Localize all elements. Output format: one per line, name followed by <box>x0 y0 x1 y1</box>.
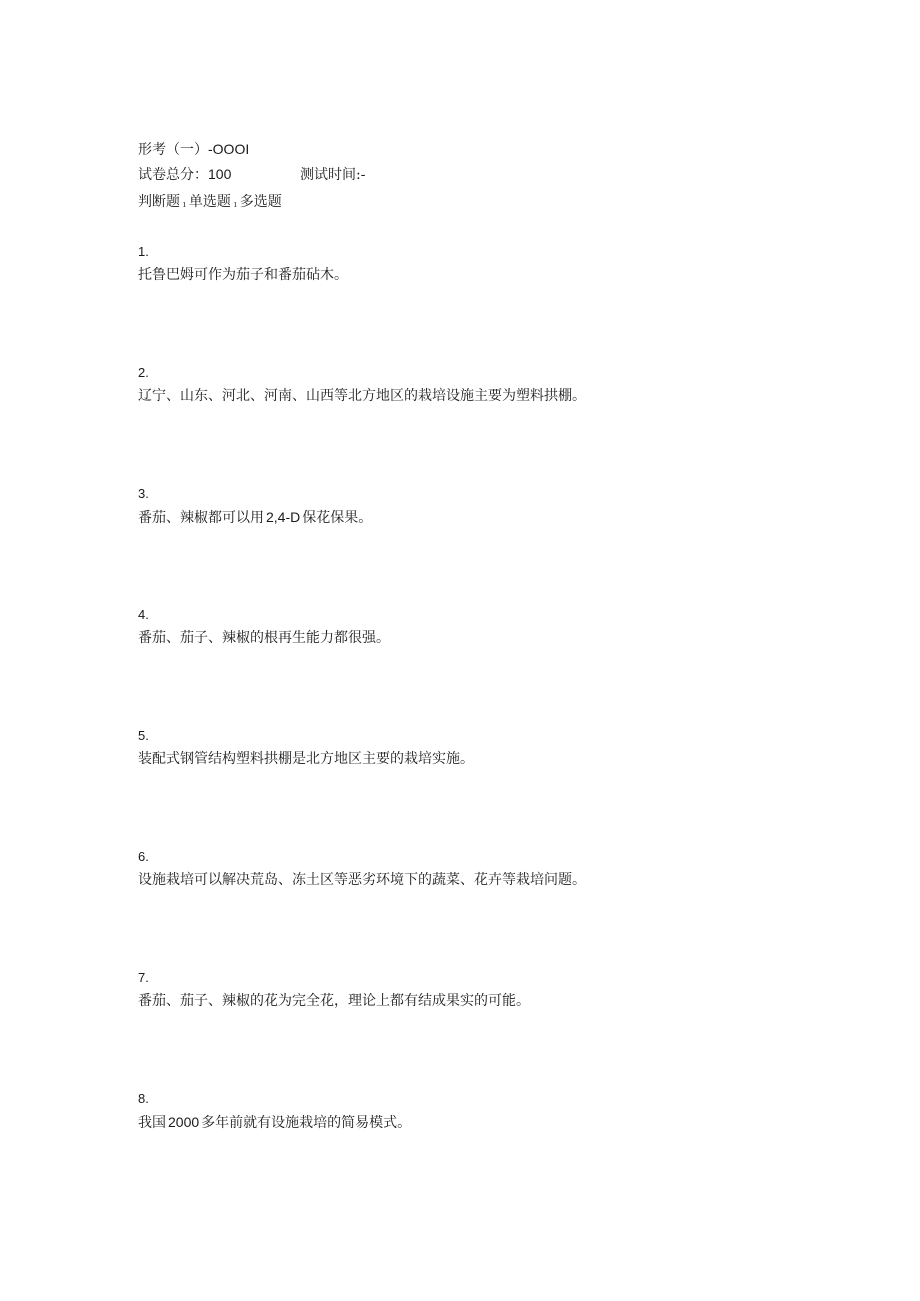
question-text <box>138 629 390 647</box>
question-text-part: 番茄、茄子、辣椒的根再生能力都很强。 <box>138 630 390 646</box>
score-line <box>138 165 231 184</box>
question-type-tabs <box>138 193 282 214</box>
time-label: 测试时间: <box>300 167 361 183</box>
tab-separator: ı <box>183 200 186 210</box>
question-text <box>138 266 348 284</box>
title-code: -OOOI <box>208 141 250 157</box>
question-number: 6. <box>138 849 149 864</box>
question-number: 5. <box>138 728 149 743</box>
tab-multiple-choice[interactable]: 多选题 <box>239 194 282 210</box>
tab-separator: ı <box>233 200 237 210</box>
question-number: 3. <box>138 486 149 501</box>
question-text <box>138 992 530 1010</box>
question-text-part: 番茄、茄子、辣椒的花为完全花，理论上都有结成果实的可能。 <box>138 993 530 1009</box>
tab-true-false[interactable]: 判断题 <box>138 194 180 210</box>
question-number: 8. <box>138 1091 149 1106</box>
question-number: 7. <box>138 970 149 985</box>
question-text <box>138 1113 411 1132</box>
time-value: - <box>360 166 366 182</box>
score-value: 100 <box>208 166 232 182</box>
question-text <box>138 387 586 405</box>
question-text-part: 番茄、辣椒都可以用 <box>138 510 264 526</box>
question-text-part: 托鲁巴姆可作为茄子和番茄砧木。 <box>138 267 348 283</box>
score-label: 试卷总分： <box>138 167 208 183</box>
question-text-part: 我国 <box>138 1115 166 1131</box>
question-number: 2. <box>138 365 149 380</box>
question-text-number: 2,4-D <box>266 509 301 525</box>
tab-single-choice[interactable]: 单选题 <box>188 194 231 210</box>
question-text-part: 装配式钢管结构塑料拱棚是北方地区主要的栽培实施。 <box>138 751 474 767</box>
question-number: 4. <box>138 607 149 622</box>
question-text-part: 辽宁、山东、河北、河南、山西等北方地区的栽培设施主要为塑料拱棚。 <box>138 388 586 404</box>
question-text <box>138 871 586 889</box>
question-text <box>138 508 372 527</box>
question-number: 1. <box>138 244 149 259</box>
question-text-number: 2000 <box>168 1114 200 1130</box>
page-title <box>138 140 249 159</box>
time-line <box>300 165 365 184</box>
question-text <box>138 750 474 768</box>
question-text-part: 多年前就有设施栽培的简易模式。 <box>201 1115 412 1131</box>
title-prefix: 形考（一） <box>138 142 208 158</box>
question-text-part: 保花保果。 <box>302 510 373 526</box>
question-text-part: 设施栽培可以解决荒岛、冻土区等恶劣环境下的蔬菜、花卉等栽培问题。 <box>138 872 586 888</box>
